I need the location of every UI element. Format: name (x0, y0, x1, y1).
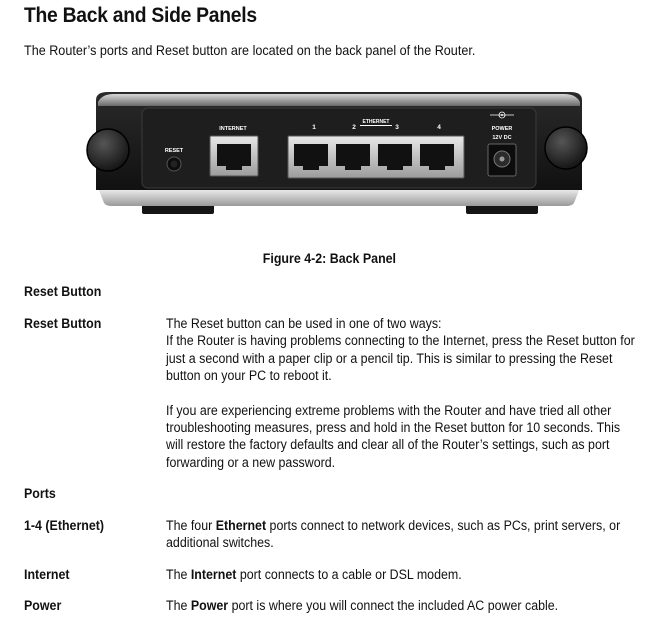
term-power: Power (24, 598, 62, 613)
internet-desc-bold: Internet (190, 567, 237, 582)
power-desc-pre: The (166, 598, 191, 613)
router-back-panel-figure (86, 86, 592, 220)
reset-desc-intro: The Reset button can be used in one of two ways: (166, 316, 442, 331)
intro-text: The Router’s ports and Reset button are located on the back panel of the Router. (24, 42, 476, 58)
ethernet-desc-pre: The four (166, 518, 216, 533)
reset-desc-usage-2: If you are experiencing extreme problems with the Router and have tried all other troubleshooting measures, press and hold in the Reset button for 10 seconds. This will restore the factory defaults and clear all of the Router’s settings, such as port forwarding or a new password. (166, 402, 621, 470)
port-4-label: 4 (437, 124, 441, 131)
desc-power (166, 597, 637, 614)
desc-ethernet (166, 517, 637, 552)
port-3-label: 3 (395, 124, 399, 131)
ethernet-label-rule (360, 125, 392, 126)
internet-label: INTERNET (219, 126, 247, 132)
reset-button-pin (171, 161, 178, 168)
term-reset-button: Reset Button (24, 316, 102, 331)
power-port-pin (500, 157, 505, 162)
section-heading-reset: Reset Button (24, 284, 102, 299)
reset-label: RESET (164, 148, 184, 154)
power-label: POWER (491, 126, 513, 132)
internet-desc-post: port connects to a cable or DSL modem. (236, 567, 462, 582)
port-1-label: 1 (312, 124, 316, 131)
power-spec-label: 12V DC (492, 135, 512, 141)
side-knob-right (545, 127, 587, 169)
power-desc-bold: Power (190, 598, 229, 613)
port-2-label: 2 (352, 124, 356, 131)
ethernet-label: ETHERNET (362, 119, 390, 125)
term-ethernet: 1-4 (Ethernet) (24, 518, 105, 533)
ethernet-desc-post: ports connect to network devices, such as PCs, print servers, or additional switches. (166, 518, 621, 551)
section-heading-ports: Ports (24, 486, 56, 501)
power-desc-post: port is where you will connect the included AC power cable. (228, 598, 559, 613)
router-base (98, 188, 580, 206)
router-top-rim (98, 94, 580, 106)
reset-desc-usage-1: If the Router is having problems connecting to the Internet, press the Reset button for just a second with a paper clip or a pencil tip. This is similar to pressing the Reset button on your PC to reboot it. (166, 333, 635, 384)
page-title: The Back and Side Panels (24, 4, 257, 27)
internet-desc-pre: The (166, 567, 191, 582)
figure-caption: Figure 4-2: Back Panel (262, 251, 396, 266)
term-internet: Internet (24, 567, 70, 582)
desc-internet (166, 566, 637, 583)
side-knob-left (87, 129, 129, 171)
ethernet-desc-bold: Ethernet (215, 518, 267, 533)
desc-reset-button (166, 315, 637, 471)
